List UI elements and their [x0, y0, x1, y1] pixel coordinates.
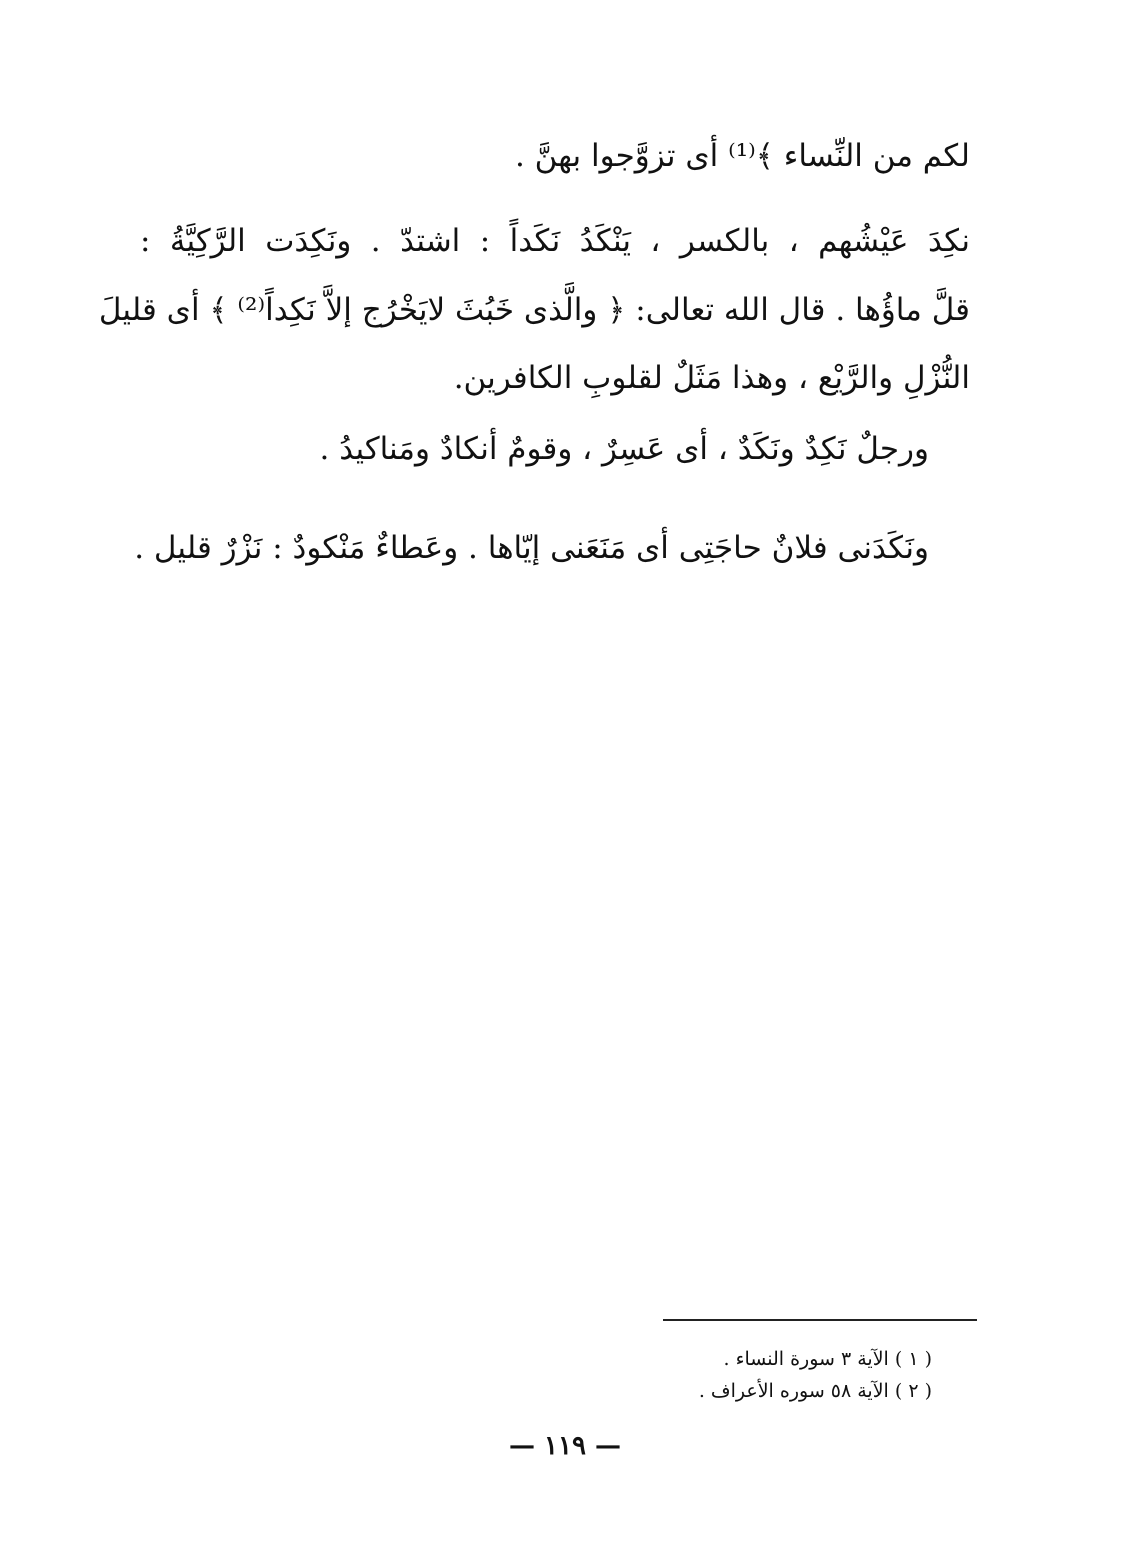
page-number: — ١١٩ — — [508, 1431, 622, 1461]
text-line-4: النُّزْلِ والرَّيْع ، وهذا مَثَلٌ لقلوبِ الكافرين. — [453, 360, 970, 396]
text-line-1: لكم من النِّساء ﴾⁽¹⁾ أى تزوَّجوا بهنَّ . — [514, 138, 970, 174]
footnote-divider — [663, 1319, 977, 1321]
footnote-2: ( ٢ ) الآية ٥٨ سوره الأعراف . — [698, 1380, 932, 1402]
text-line-2: نكِدَ عَيْشُهم ، بالكسر ، يَنْكَدُ نَكَداً : اشتدّ . ونَكِدَت الرَّكِيَّةُ : — [140, 223, 970, 259]
text-line-6: ونَكَدَنى فلانٌ حاجَتِى أى مَنَعَنى إيّاها . وعَطاءٌ مَنْكودٌ : نَزْرٌ قليل . — [134, 530, 929, 566]
text-line-3: قلَّ ماؤُها . قال الله تعالى: ﴿ والَّذى خَبُثَ لايَخْرُج إلاَّ نَكِداً⁽²⁾ ﴾ أى قليلَ — [98, 292, 970, 328]
footnote-1: ( ١ ) الآية ٣ سورة النساء . — [723, 1348, 932, 1370]
text-line-5: ورجلٌ نَكِدٌ ونَكَدٌ ، أى عَسِرٌ ، وقومٌ أنكادٌ ومَناكيدُ . — [319, 431, 929, 467]
